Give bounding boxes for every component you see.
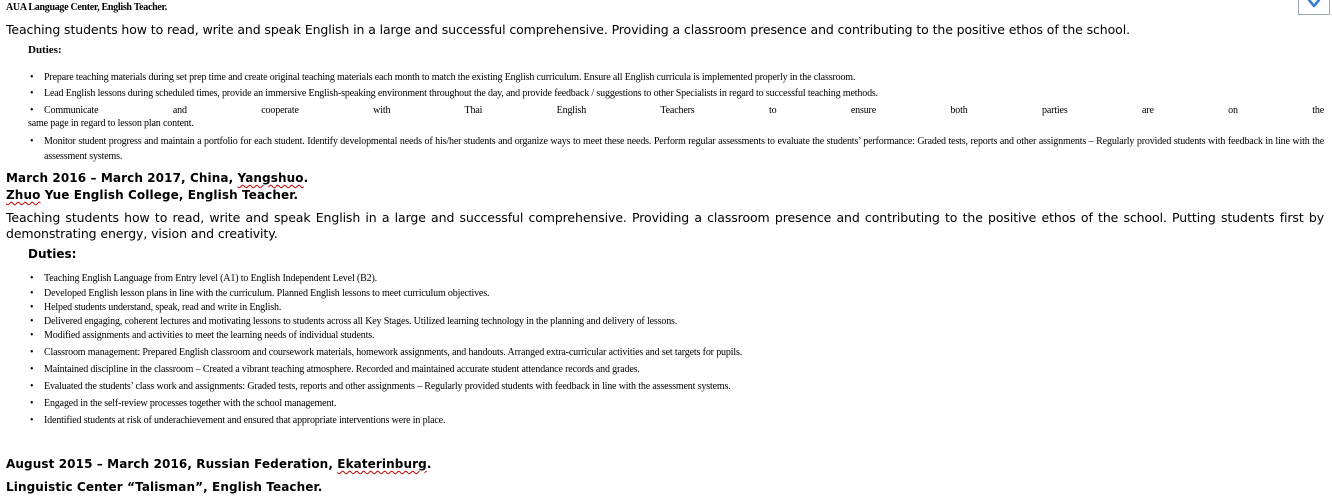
job3-period: . xyxy=(426,457,432,471)
job1-intro: Teaching students how to read, write and speak English in a large and successful comprehensive. Providing a classroom presence and contributing to the positive ethos of the school. xyxy=(6,22,1130,37)
list-item: • Teaching English Language from Entry level (A1) to English Independent Level (B2). xyxy=(6,273,742,288)
job2-intro: Teaching students how to read, write and speak English in a large and successful comprehensive. Providing a classroom presence and contributing to the positive ethos of the school. Putting students first by demonstrating energy, vision and creativity. xyxy=(6,210,1324,241)
list-item: • Developed English lesson plans in line with the curriculum. Planned English lessons to meet curriculum objectives. xyxy=(6,288,742,302)
job3-dates-location xyxy=(6,457,432,471)
job2-org-first: Zhuo xyxy=(6,188,41,202)
list-item-text: Monitor student progress and maintain a portfolio for each student. Identify developmental needs of his/her students and organize ways to meet these needs. Perform regular assessments to evaluate the students’ performance: Graded tests, reports and other assignments – Regularly provided students with feedback in line with the assessment systems. xyxy=(44,136,1324,162)
list-item: • Engaged in the self-review processes together with the school management. xyxy=(6,398,742,415)
list-item: • Helped students understand, speak, read and write in English. xyxy=(6,302,742,316)
list-item: • Identified students at risk of underachievement and ensured that appropriate interventions were in place. xyxy=(6,415,742,432)
list-item xyxy=(6,134,1324,164)
list-item: • Prepare teaching materials during set prep time and create original teaching materials each month to match the existing English curriculum. Ensure all English curricula is implemented properly in the classroom. xyxy=(6,72,1324,88)
job3-dates: August 2015 – March 2016, Russian Federation, xyxy=(6,457,338,471)
job2-period: . xyxy=(303,171,309,185)
job1-duty-continuation: same page in regard to lesson plan content. xyxy=(28,118,194,129)
list-item: • Maintained discipline in the classroom – Created a vibrant teaching atmosphere. Recorded and maintained accurate student attendance records and grades. xyxy=(6,364,742,381)
job2-dates: March 2016 – March 2017, China, xyxy=(6,171,238,185)
job2-duties-label: Duties: xyxy=(28,247,77,261)
list-item: • Evaluated the students’ class work and assignments: Graded tests, reports and other assignments – Regularly provided students with feedback in line with the assessment systems. xyxy=(6,381,742,398)
chevron-down-icon xyxy=(1307,0,1321,10)
job1-duties-list xyxy=(6,72,1324,117)
list-item: • Delivered engaging, coherent lectures and motivating lessons to students across all Key Stages. Utilized learning technology in the planning and delivery of lessons. xyxy=(6,316,742,330)
job3-org: Linguistic Center “Talisman”, English Teacher. xyxy=(6,480,323,494)
job1-duties-list-cont xyxy=(6,134,1324,164)
job1-org: AUA Language Center, English Teacher. xyxy=(6,2,167,13)
job2-dates-location xyxy=(6,171,308,185)
list-item: • Classroom management: Prepared English classroom and coursework materials, homework assignments, and handouts. Arranged extra-curricular activities and set targets for pupils. xyxy=(6,347,742,364)
job3-city: Ekaterinburg xyxy=(337,457,427,471)
job2-city: Yangshuo xyxy=(237,171,304,185)
pane-toggle-button[interactable] xyxy=(1298,0,1330,15)
job1-duties-label: Duties: xyxy=(28,44,62,56)
list-item: • Communicate and cooperate with Thai English Teachers to ensure both parties are on the xyxy=(6,104,1324,117)
list-item: • Lead English lessons during scheduled times, provide an immersive English-speaking environment throughout the day, and provide feedback / suggestions to other Specialists in regard to successful teaching methods. xyxy=(6,88,1324,104)
list-item: • Modified assignments and activities to meet the learning needs of individual students. xyxy=(6,330,742,347)
job2-duties-list xyxy=(6,273,742,432)
job2-org-rest: Yue English College, English Teacher. xyxy=(40,188,299,202)
job2-org xyxy=(6,188,298,202)
